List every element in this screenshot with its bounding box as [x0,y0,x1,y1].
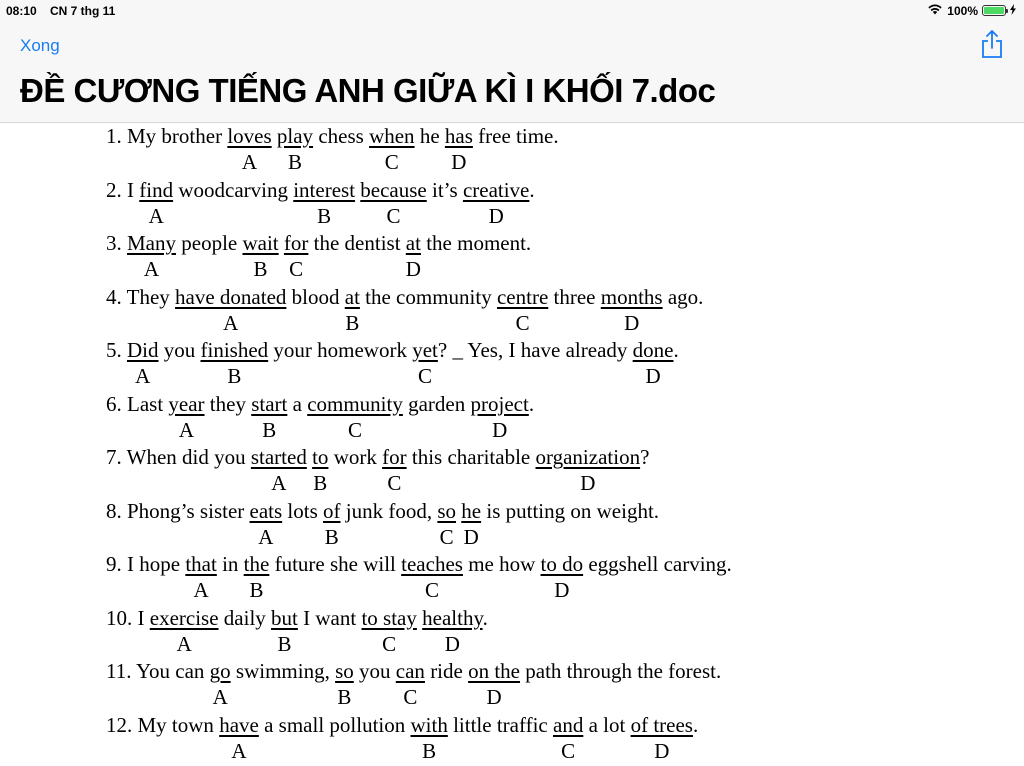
question-line [106,552,732,576]
underlined-option: but [271,605,298,630]
status-date: CN 7 thg 11 [50,4,116,18]
question-text: 2. I [106,177,140,202]
underlined-option: teaches [401,552,463,576]
question-text: . [528,391,535,416]
question-text: ride [424,659,469,683]
question-text: 7. When did you [106,445,251,469]
question-text: ? _ Yes, I have already [437,338,633,362]
document-title: ĐỀ CƯƠNG TIẾNG ANH GIỮA KÌ I KHỐI 7.doc [20,72,716,109]
answer-letter: C [387,471,402,495]
question-text: three [548,284,601,309]
answer-letter: B [422,738,437,763]
underlined-option: centre [496,284,549,309]
question-text: . [529,177,535,202]
underlined-option: finished [200,338,269,362]
question-text: 5. [106,338,127,362]
answer-letter: C [384,150,399,174]
question-text: eggshell carving. [583,552,732,576]
answer-letter: B [277,631,292,656]
answer-letter: A [223,310,239,335]
answer-letter: A [135,364,151,388]
answer-letter: C [289,257,304,281]
answer-letter: B [287,150,302,174]
question-text: you [158,338,201,362]
question-text: people [176,231,243,255]
document-nav-bar [0,22,1024,123]
answer-letter: A [271,471,287,495]
underlined-option: wait [242,231,279,255]
answer-letter: C [561,738,576,763]
answer-letter: B [324,524,339,549]
question-text: junk food, [340,498,438,523]
underlined-option: so [335,659,354,683]
answer-letter: A [176,631,192,656]
underlined-option: year [168,391,205,416]
answer-letter: A [148,203,164,228]
underlined-option: at [405,231,421,255]
charging-bolt-icon [1010,4,1016,18]
underlined-option: interest [293,177,356,202]
answer-letter: A [212,685,228,709]
answer-letter: D [451,150,467,174]
answer-letter: A [241,150,258,174]
underlined-option: can [395,659,425,683]
question-text: 1. My brother [106,124,228,148]
answer-letter: B [227,364,242,388]
question-text: me how [462,552,541,576]
question-line [106,392,534,416]
underlined-option: loves [227,124,272,148]
underlined-option: yet [412,338,438,362]
question-line [106,285,703,309]
question-text: future she will [269,552,402,576]
question-text: 9. I hope [106,552,186,576]
underlined-option: play [276,124,314,148]
share-button[interactable] [980,30,1004,60]
underlined-option: of trees [630,712,693,737]
underlined-option: healthy [422,605,483,630]
answer-letter: B [249,578,264,602]
underlined-option: has [444,124,473,148]
underlined-option: done [632,338,674,362]
question-line [106,713,698,737]
answer-letter: D [444,631,460,656]
underlined-option: creative [462,177,530,202]
answer-letter: B [345,310,360,335]
underlined-option: organization [535,445,641,469]
question-text: 8. Phong’s sister [106,498,250,523]
status-bar [0,0,1024,22]
underlined-option: on the [468,659,520,683]
underlined-option: with [410,712,448,737]
underlined-option: to [312,445,329,469]
question-text: 4. They [106,284,176,309]
answer-letter: C [348,417,363,442]
answer-letter: C [403,685,418,709]
underlined-option: exercise [149,605,219,630]
underlined-option: have donated [175,284,287,309]
answer-letter: D [492,417,508,442]
answer-letter: D [486,685,502,709]
status-time: 08:10 [6,4,37,18]
question-text: . [482,605,488,630]
answer-letter: D [645,364,661,388]
document-content [0,123,1024,766]
question-text: 10. I [106,605,150,630]
underlined-option: to stay [361,605,417,630]
question-text: garden [402,391,471,416]
underlined-option: he [461,498,482,523]
question-text: path through the forest. [520,659,722,683]
question-text: swimming, [230,659,336,683]
question-text: you [353,659,396,683]
question-text: he [414,124,445,148]
answer-letter: C [439,524,454,549]
underlined-option: because [360,177,427,202]
answer-letter: D [488,203,504,228]
underlined-option: of [323,498,341,523]
question-text: ago. [662,284,704,309]
answer-letter: D [463,524,479,549]
question-text: 6. Last [106,391,169,416]
question-line [106,659,721,683]
question-text: lots [282,498,324,523]
question-text: . [673,338,679,362]
underlined-option: months [600,284,663,309]
answer-letter: D [405,257,421,281]
answer-letter: C [515,310,530,335]
underlined-option: project [470,391,529,416]
answer-letter: B [337,685,352,709]
battery-icon [982,5,1006,16]
question-text: 12. My town [106,712,220,737]
question-text: in [216,552,244,576]
question-text: ? [640,445,650,469]
underlined-option: start [251,391,288,416]
battery-percent: 100% [947,3,978,18]
underlined-option: at [344,284,360,309]
status-indicators [927,3,1016,18]
underlined-option: find [139,177,174,202]
question-line [106,499,659,523]
underlined-option: Did [127,338,159,362]
question-text: little traffic [447,712,553,737]
answer-letter: A [143,257,160,281]
question-text: work [328,445,383,469]
question-text: 11. You can [106,659,210,683]
underlined-option: Many [127,231,176,255]
question-text: the community [359,284,497,309]
underlined-option: for [283,231,309,255]
answer-letter: B [253,257,268,281]
question-line [106,124,559,148]
question-text: your homework [268,338,413,362]
question-text: chess [313,124,370,148]
underlined-option: have [219,712,259,737]
underlined-option: the [243,552,270,576]
share-icon [981,46,1003,61]
question-line [106,178,535,202]
underlined-option: community [307,391,403,416]
underlined-option: for [382,445,407,469]
question-line [106,445,649,469]
answer-letter: D [580,471,596,495]
done-button[interactable]: Xong [20,36,60,55]
answer-letter: D [624,310,640,335]
question-text: a [287,391,308,416]
answer-letter: A [178,417,195,442]
question-text: I want [297,605,362,630]
answer-letter: C [386,203,401,228]
question-line [106,606,488,630]
answer-letter: B [262,417,277,442]
underlined-option: that [185,552,217,576]
underlined-option: to do [540,552,584,576]
question-text: they [204,391,252,416]
question-text: woodcarving [173,177,294,202]
question-line [106,231,531,255]
question-text: blood [286,284,345,309]
question-text: . [692,712,699,737]
wifi-icon [927,3,943,18]
question-text: free time. [472,124,559,148]
answer-letter: A [258,524,274,549]
answer-letter: C [382,631,397,656]
answer-letter: B [317,203,332,228]
underlined-option: and [553,712,584,737]
question-line [106,338,679,362]
answer-letter: A [231,738,247,763]
question-text: 3. [106,231,127,255]
underlined-option: eats [249,498,283,523]
question-text: daily [218,605,272,630]
answer-letter: C [418,364,433,388]
underlined-option: so [437,498,457,523]
answer-letter: A [193,578,209,602]
question-text: it’s [426,177,463,202]
underlined-option: started [250,445,307,469]
question-text: the dentist [308,231,406,255]
underlined-option: go [209,659,231,683]
answer-letter: D [654,738,670,763]
underlined-option: when [369,124,415,148]
answer-letter: C [425,578,440,602]
question-text: a small pollution [258,712,411,737]
answer-letter: D [554,578,570,602]
question-text: this charitable [406,445,536,469]
question-text: is putting on weight. [481,498,660,523]
question-text: the moment. [420,231,532,255]
answer-letter: B [313,471,328,495]
question-text: a lot [583,712,631,737]
